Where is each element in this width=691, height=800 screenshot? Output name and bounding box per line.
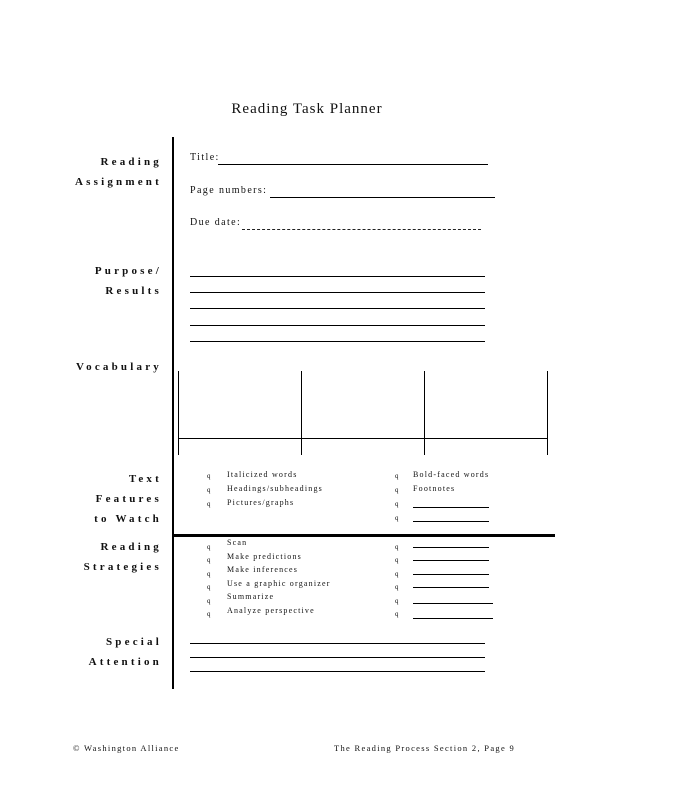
text-feature-item: Bold-faced words bbox=[413, 470, 490, 479]
label-line: Strategies bbox=[83, 561, 162, 573]
purpose-line[interactable] bbox=[190, 341, 485, 342]
checkbox-icon[interactable]: q bbox=[207, 486, 212, 494]
purpose-line[interactable] bbox=[190, 292, 485, 293]
strategy-item: Summarize bbox=[227, 592, 275, 601]
vocabulary-grid-line bbox=[178, 371, 179, 455]
blank-feature-line[interactable] bbox=[413, 507, 489, 508]
checkbox-icon[interactable]: q bbox=[395, 486, 400, 494]
checkbox-icon[interactable]: q bbox=[395, 610, 400, 618]
special-attention-line[interactable] bbox=[190, 671, 485, 672]
page-title: Reading Task Planner bbox=[231, 101, 383, 117]
strategy-item: Make inferences bbox=[227, 565, 299, 574]
checkbox-icon[interactable]: q bbox=[207, 556, 212, 564]
title-field-line[interactable] bbox=[218, 164, 488, 165]
section-label-reading-assignment bbox=[75, 152, 162, 192]
label-line: Assignment bbox=[74, 176, 162, 188]
special-attention-line[interactable] bbox=[190, 657, 485, 658]
section-label-special-attention bbox=[89, 632, 162, 672]
section-label-reading-strategies bbox=[84, 537, 162, 577]
title-field-label: Title: bbox=[190, 152, 220, 163]
checkbox-icon[interactable]: q bbox=[395, 583, 400, 591]
label-line: Special bbox=[105, 636, 162, 648]
checkbox-icon[interactable]: q bbox=[207, 570, 212, 578]
checkbox-icon[interactable]: q bbox=[395, 597, 400, 605]
label-line: Text bbox=[128, 473, 162, 485]
page-numbers-field-label: Page numbers: bbox=[190, 185, 268, 196]
blank-strategy-line[interactable] bbox=[413, 618, 493, 619]
footer-copyright: © Washington Alliance bbox=[73, 743, 180, 753]
text-feature-item: Pictures/graphs bbox=[227, 498, 295, 507]
vocabulary-grid-baseline bbox=[178, 438, 548, 439]
section-label-text-features bbox=[94, 469, 162, 529]
checkbox-icon[interactable]: q bbox=[395, 556, 400, 564]
page-numbers-field-line[interactable] bbox=[270, 197, 495, 198]
checkbox-icon[interactable]: q bbox=[207, 583, 212, 591]
blank-strategy-line[interactable] bbox=[413, 574, 489, 575]
strategy-item: Analyze perspective bbox=[227, 606, 315, 615]
checkbox-icon[interactable]: q bbox=[207, 597, 212, 605]
purpose-line[interactable] bbox=[190, 276, 485, 277]
checkbox-icon[interactable]: q bbox=[395, 472, 400, 480]
label-line: Results bbox=[105, 285, 162, 297]
checkbox-icon[interactable]: q bbox=[207, 472, 212, 480]
label-line: to Watch bbox=[94, 513, 162, 525]
section-separator bbox=[172, 534, 555, 537]
blank-strategy-line[interactable] bbox=[413, 587, 489, 588]
text-feature-item: Footnotes bbox=[413, 484, 456, 493]
footer-page-reference: The Reading Process Section 2, Page 9 bbox=[334, 743, 516, 753]
due-date-field-label: Due date: bbox=[190, 217, 242, 228]
label-line: Attention bbox=[88, 656, 162, 668]
section-label-vocabulary bbox=[76, 357, 162, 377]
checkbox-icon[interactable]: q bbox=[395, 543, 400, 551]
vocabulary-grid-line bbox=[301, 371, 302, 455]
checkbox-icon[interactable]: q bbox=[395, 500, 400, 508]
label-line: Vocabulary bbox=[76, 361, 162, 373]
strategy-item: Make predictions bbox=[227, 552, 302, 561]
strategy-item: Scan bbox=[227, 538, 248, 547]
blank-strategy-line[interactable] bbox=[413, 560, 489, 561]
checkbox-icon[interactable]: q bbox=[207, 500, 212, 508]
label-line: Purpose/ bbox=[94, 265, 162, 277]
vocabulary-grid-line bbox=[424, 371, 425, 455]
checkbox-icon[interactable]: q bbox=[395, 570, 400, 578]
vertical-divider bbox=[172, 137, 174, 689]
special-attention-line[interactable] bbox=[190, 643, 485, 644]
vocabulary-grid-line bbox=[547, 371, 548, 455]
label-line: Features bbox=[95, 493, 162, 505]
checkbox-icon[interactable]: q bbox=[395, 514, 400, 522]
label-line: Reading bbox=[100, 156, 162, 168]
blank-strategy-line[interactable] bbox=[413, 603, 493, 604]
section-label-purpose-results bbox=[95, 261, 162, 301]
purpose-line[interactable] bbox=[190, 308, 485, 309]
purpose-line[interactable] bbox=[190, 325, 485, 326]
checkbox-icon[interactable]: q bbox=[207, 543, 212, 551]
due-date-field-line[interactable] bbox=[242, 229, 481, 230]
strategy-item: Use a graphic organizer bbox=[227, 579, 331, 588]
text-feature-item: Headings/subheadings bbox=[227, 484, 323, 493]
checkbox-icon[interactable]: q bbox=[207, 610, 212, 618]
text-feature-item: Italicized words bbox=[227, 470, 298, 479]
label-line: Reading bbox=[100, 541, 162, 553]
blank-feature-line[interactable] bbox=[413, 521, 489, 522]
blank-strategy-line[interactable] bbox=[413, 547, 489, 548]
